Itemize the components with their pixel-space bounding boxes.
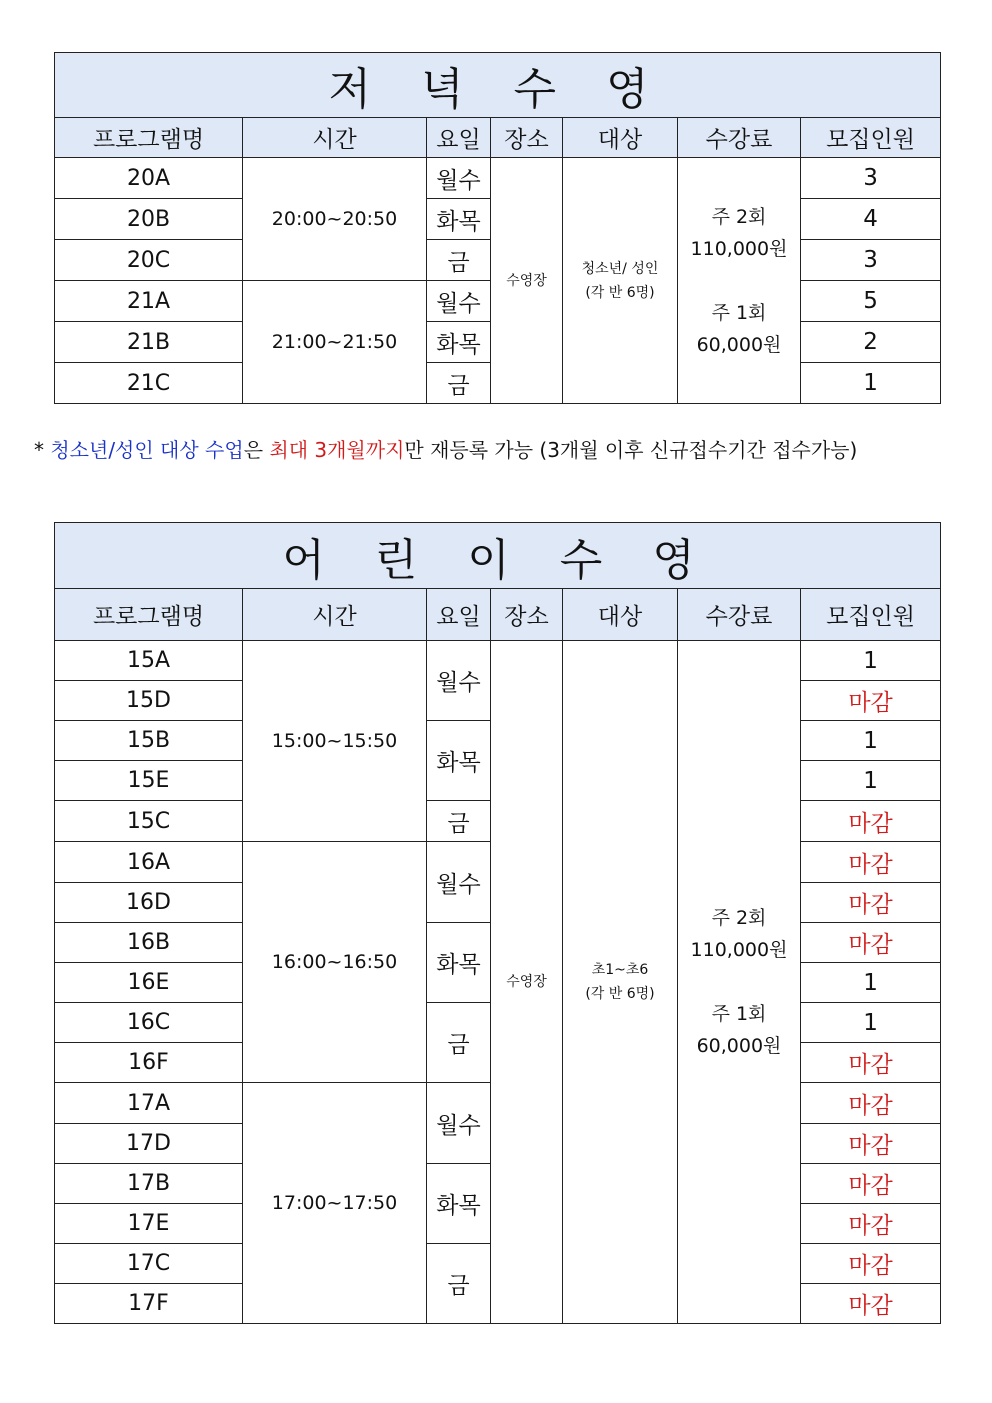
time-slot: 21:00~21:50 (243, 281, 427, 404)
note-limit-highlight: 최대 3개월까지 (269, 438, 405, 462)
header-count: 모집인원 (801, 118, 941, 158)
recruit-count: 마감 (801, 1043, 941, 1083)
day: 금 (427, 240, 491, 281)
header-program: 프로그램명 (55, 118, 243, 158)
fee-line1: 주 2회 (711, 907, 767, 929)
note-rest: 만 재등록 가능 (3개월 이후 신규접수기간 접수가능) (404, 438, 858, 462)
kids-title: 어 린 이 수 영 (55, 523, 941, 589)
target-line1: 초1~초6 (591, 962, 649, 978)
header-target: 대상 (563, 589, 678, 641)
place: 수영장 (491, 158, 563, 404)
recruit-count: 1 (801, 721, 941, 761)
program-name: 21B (55, 322, 243, 363)
program-name: 16B (55, 923, 243, 963)
recruit-count: 마감 (801, 1244, 941, 1284)
target (563, 158, 678, 404)
recruit-count: 마감 (801, 1204, 941, 1244)
program-name: 20C (55, 240, 243, 281)
note-target-highlight: 청소년/성인 대상 수업 (50, 438, 244, 462)
program-name: 15D (55, 681, 243, 721)
recruit-count: 1 (801, 363, 941, 404)
recruit-count: 마감 (801, 842, 941, 883)
day: 금 (427, 1003, 491, 1083)
recruit-count: 마감 (801, 1164, 941, 1204)
header-place: 장소 (491, 118, 563, 158)
time-slot: 17:00~17:50 (243, 1083, 427, 1324)
program-name: 17F (55, 1284, 243, 1324)
re-registration-note (34, 434, 857, 463)
day: 월수 (427, 158, 491, 199)
fee-line3: 주 1회 (711, 1003, 767, 1025)
header-time: 시간 (243, 589, 427, 641)
recruit-count: 1 (801, 761, 941, 801)
recruit-count: 4 (801, 199, 941, 240)
program-name: 16E (55, 963, 243, 1003)
program-name: 21A (55, 281, 243, 322)
table-row (55, 158, 941, 199)
program-name: 16F (55, 1043, 243, 1083)
place: 수영장 (491, 641, 563, 1324)
kids-schedule-table (54, 522, 941, 1324)
day: 월수 (427, 842, 491, 923)
fee-line2: 110,000원 (690, 237, 788, 260)
fee-line4: 60,000원 (696, 1035, 782, 1057)
day: 금 (427, 1244, 491, 1324)
recruit-count: 마감 (801, 883, 941, 923)
program-name: 15E (55, 761, 243, 801)
header-fee: 수강료 (678, 589, 801, 641)
program-name: 17A (55, 1083, 243, 1124)
header-fee: 수강료 (678, 118, 801, 158)
recruit-count: 5 (801, 281, 941, 322)
program-name: 21C (55, 363, 243, 404)
program-name: 16A (55, 842, 243, 883)
program-name: 16C (55, 1003, 243, 1043)
recruit-count: 마감 (801, 1083, 941, 1124)
target-line2: (각 반 6명) (585, 284, 655, 301)
recruit-count: 마감 (801, 1284, 941, 1324)
day: 화목 (427, 322, 491, 363)
header-time: 시간 (243, 118, 427, 158)
header-day: 요일 (427, 589, 491, 641)
recruit-count: 3 (801, 158, 941, 199)
recruit-count: 마감 (801, 923, 941, 963)
program-name: 17D (55, 1124, 243, 1164)
note-star: * (34, 438, 51, 462)
day: 금 (427, 801, 491, 842)
header-program: 프로그램명 (55, 589, 243, 641)
day: 화목 (427, 923, 491, 1003)
note-particle: 은 (243, 438, 270, 462)
program-name: 16D (55, 883, 243, 923)
day: 화목 (427, 721, 491, 801)
header-count: 모집인원 (801, 589, 941, 641)
day: 화목 (427, 199, 491, 240)
program-name: 17B (55, 1164, 243, 1204)
program-name: 17E (55, 1204, 243, 1244)
day: 금 (427, 363, 491, 404)
fee (678, 158, 801, 404)
fee-line2: 110,000원 (690, 939, 788, 961)
time-slot: 20:00~20:50 (243, 158, 427, 281)
recruit-count: 1 (801, 1003, 941, 1043)
day: 화목 (427, 1164, 491, 1244)
program-name: 15B (55, 721, 243, 761)
program-name: 15A (55, 641, 243, 681)
fee-line4: 60,000원 (696, 333, 782, 356)
recruit-count: 마감 (801, 1124, 941, 1164)
day: 월수 (427, 1083, 491, 1164)
recruit-count: 1 (801, 963, 941, 1003)
target-line1: 청소년/ 성인 (581, 260, 659, 277)
program-name: 17C (55, 1244, 243, 1284)
recruit-count: 3 (801, 240, 941, 281)
evening-schedule-table (54, 52, 941, 404)
recruit-count: 1 (801, 641, 941, 681)
time-slot: 16:00~16:50 (243, 842, 427, 1083)
time-slot: 15:00~15:50 (243, 641, 427, 842)
table-row (55, 641, 941, 681)
day: 월수 (427, 641, 491, 721)
recruit-count: 2 (801, 322, 941, 363)
target (563, 641, 678, 1324)
program-name: 20B (55, 199, 243, 240)
recruit-count: 마감 (801, 801, 941, 842)
fee-line3: 주 1회 (711, 301, 767, 324)
program-name: 20A (55, 158, 243, 199)
target-line2: (각 반 6명) (585, 986, 655, 1002)
header-day: 요일 (427, 118, 491, 158)
fee-line1: 주 2회 (711, 205, 767, 228)
day: 월수 (427, 281, 491, 322)
evening-title: 저 녁 수 영 (55, 53, 941, 118)
recruit-count: 마감 (801, 681, 941, 721)
program-name: 15C (55, 801, 243, 842)
header-place: 장소 (491, 589, 563, 641)
fee (678, 641, 801, 1324)
header-target: 대상 (563, 118, 678, 158)
